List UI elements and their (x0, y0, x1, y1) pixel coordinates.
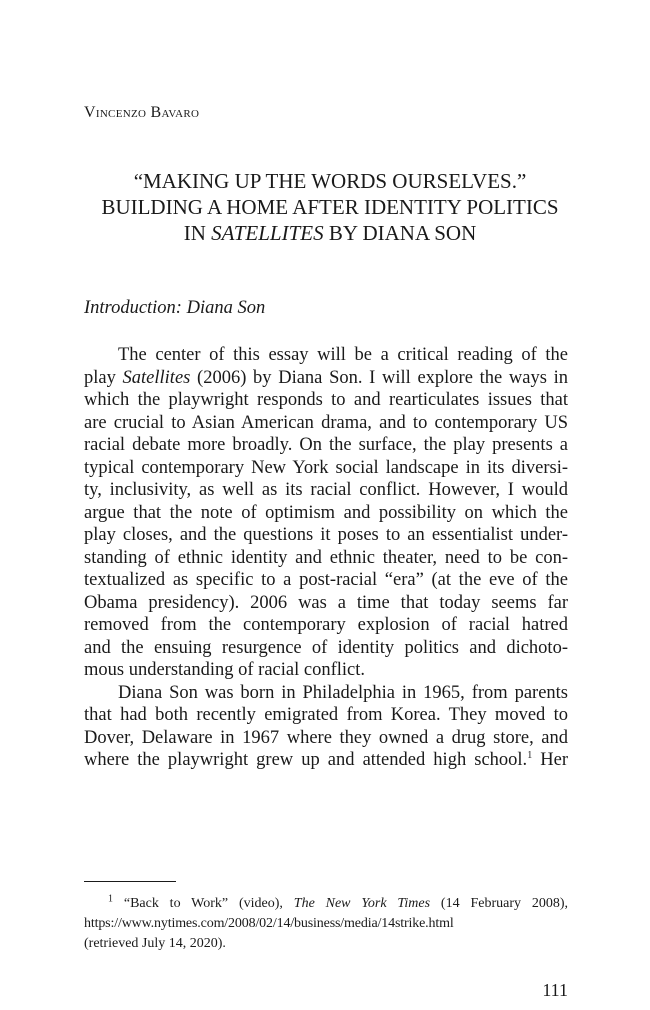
title-line-1: “MAKING UP THE WORDS OURSELVES.” (133, 169, 527, 193)
text-line: mous understanding of racial conflict. (84, 660, 366, 680)
title-line-3: IN SATELLITES BY DIANA SON (183, 221, 477, 245)
text-line: Diana Son was born in Philadelphia in 1965, from parents (118, 682, 568, 703)
text-line: textualized as specific to a post-racial “era” (at the eve of the (84, 570, 568, 590)
footnote-line: $^1$ “Back to Work” (video), The New York Times (14 February 2008), (108, 893, 568, 911)
text-line: Dover, Delaware in 1967 where they owned a drug store, and (84, 727, 568, 748)
play-title: SATELLITES (211, 221, 324, 245)
text-line: typical contemporary New York social landscape in its diversi- (84, 457, 568, 478)
section-heading: Introduction: Diana Son (84, 298, 266, 318)
article-title (60, 168, 600, 246)
text-line: racial debate more broadly. On the surface, the play presents a (84, 435, 568, 455)
footnote (84, 894, 568, 954)
text-line: are crucial to Asian American drama, and to contemporary US (84, 412, 568, 433)
text-line: that had both recently emigrated from Korea. They moved to (84, 705, 568, 725)
running-header-author: Vincenzo Bavaro (84, 104, 200, 121)
text-line: play closes, and the questions it poses to an essentialist under- (84, 525, 568, 545)
page-number: 111 (542, 980, 568, 1000)
text-line: ty, inclusivity, as well as its racial conflict. However, I would (84, 480, 568, 500)
text-line: where the playwright grew up and attended high school.$^1$ Her (84, 749, 568, 770)
text-line: removed from the contemporary explosion of racial hatred (84, 615, 568, 635)
text-line: The center of this essay will be a critical reading of the (118, 345, 568, 365)
text-line: standing of ethnic identity and ethnic theater, need to be con- (84, 547, 568, 568)
footnote-line: (retrieved July 14, 2020). (84, 936, 226, 951)
footnote-divider (84, 881, 176, 882)
text-line: argue that the note of optimism and possibility on which the (84, 502, 568, 523)
text-line: play Satellites (2006) by Diana Son. I will explore the ways in (84, 367, 568, 388)
text-line: which the playwright responds to and rearticulates issues that (84, 390, 568, 410)
body-text (84, 344, 568, 772)
footnote-reference: 1 (527, 749, 533, 761)
footnote-marker: 1 (108, 893, 113, 905)
footnote-url: https://www.nytimes.com/2008/02/14/business/media/14strike.html (84, 916, 454, 931)
title-line-2: BUILDING A HOME AFTER IDENTITY POLITICS (101, 195, 559, 219)
text-line: and the ensuing resurgence of identity politics and dichoto- (84, 637, 568, 658)
text-line: Obama presidency). 2006 was a time that today seems far (84, 592, 568, 613)
